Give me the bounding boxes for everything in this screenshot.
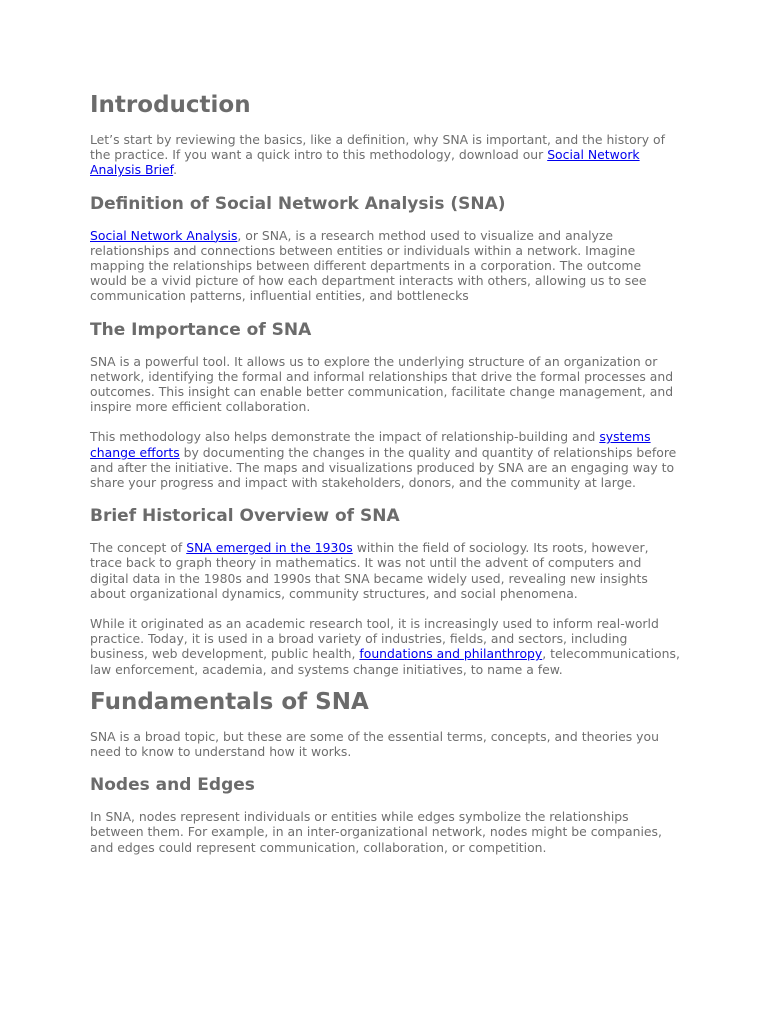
history-text-2: While it originated as an academic research tool, it is increasingly used to inform real-world practice. Today, it is used in a broad variety of industries, fields, and sectors, including business, web development, public health, — [90, 616, 659, 662]
intro-paragraph — [90, 132, 680, 178]
definition-text: , or SNA, is a research method used to visualize and analyze relationships and connections between entities or individuals within a network. Imagine mapping the relationships between different departments in a corporation. The outcome would be a vivid picture of how each department interacts with others, allowing us to see communication patterns, influential entities, and bottlenecks — [90, 227, 647, 304]
heading-history: Brief Historical Overview of SNA — [90, 506, 400, 527]
history-text: The concept of — [90, 540, 187, 556]
history-paragraph-1 — [90, 540, 680, 601]
sna-1930s-link[interactable]: SNA emerged in the 1930s — [186, 540, 353, 556]
nodes-paragraph: In SNA, nodes represent individuals or entities while edges symbolize the relationships between them. For example, in an inter-organizational network, nodes might be companies, and edges could represent communication, collaboration, or competition. — [90, 809, 662, 855]
sna-link[interactable]: Social Network Analysis — [90, 227, 238, 243]
heading-definition: Definition of Social Network Analysis (SNA) — [90, 193, 506, 214]
heading-nodes-edges: Nodes and Edges — [90, 775, 255, 796]
fundamentals-paragraph: SNA is a broad topic, but these are some of the essential terms, concepts, and theories you need to know to understand how it works. — [90, 728, 659, 760]
history-paragraph-2 — [90, 616, 680, 677]
history-text-2-end: , telecommunications, law enforcement, academia, and systems change initiatives, to name a few. — [90, 646, 680, 677]
importance-text: This methodology also helps demonstrate the impact of relationship-building and — [90, 429, 600, 445]
intro-text: Let’s start by reviewing the basics, like a definition, why SNA is important, and the history of the practice. If you want a quick intro to this methodology, download our — [90, 132, 665, 163]
systems-change-link[interactable]: systems change efforts — [90, 429, 651, 460]
intro-text-end: . — [173, 162, 178, 178]
history-text-end: within the field of sociology. Its roots, however, trace back to graph theory in mathematics. It was not until the advent of computers and digital data in the 1980s and 1990s that SNA became widely used, revealing new insights about organizational dynamics, community structures, and social phenomena. — [90, 540, 649, 601]
importance-paragraph-1: SNA is a powerful tool. It allows us to explore the underlying structure of an organization or network, identifying the formal and informal relationships that drive the formal processes and outcomes. This insight can enable better communication, facilitate change management, and inspire more efficient collaboration. — [90, 353, 674, 415]
importance-paragraph-2 — [90, 429, 680, 490]
heading-fundamentals: Fundamentals of SNA — [90, 688, 369, 715]
definition-paragraph — [90, 228, 680, 304]
importance-text-end: by documenting the changes in the quality and quantity of relationships before and after the initiative. The maps and visualizations produced by SNA are an engaging way to share your progress and impact with stakeholders, donors, and the community at large. — [90, 444, 677, 491]
heading-introduction: Introduction — [90, 92, 251, 118]
sna-brief-link[interactable]: Social Network Analysis Brief — [90, 147, 640, 178]
heading-importance: The Importance of SNA — [90, 319, 312, 340]
document-content — [90, 90, 680, 855]
foundations-link[interactable]: foundations and philanthropy — [359, 646, 543, 662]
